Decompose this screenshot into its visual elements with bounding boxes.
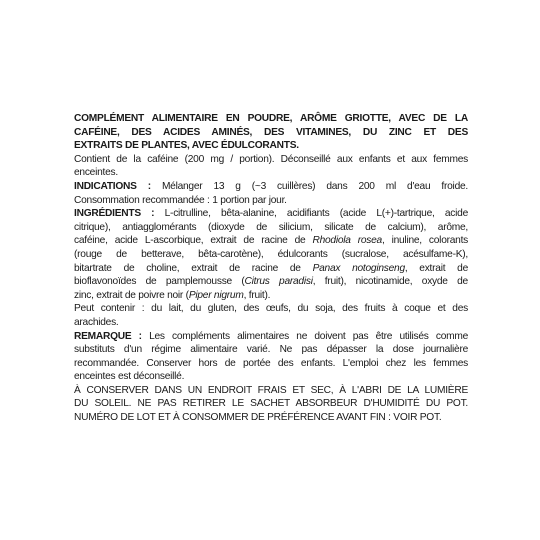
ingredients-section: INGRÉDIENTS : L-citrulline, bêta-alanine, acidifiants (acide L(+)-tartrique, acide citrique), antiagglomérants (dioxyde de silicium, silicate de calcium), arôme, caféine, acide L-ascorbique, extrait de racine de Rhodiola rosea, inuline, colorants (rouge de betterave, bêta-carotène), édulcorants (sucralose, acésulfame-K), bitartrate de choline, extrait de racine de Panax notoginseng, extrait de bioflavonoïdes de pamplemousse (Citrus paradisi, fruit), nicotinamide, oxyde de zinc, extrait de poivre noir (Piper nigrum, fruit). bbox=[74, 208, 469, 301]
indications-label: INDICATIONS : bbox=[74, 180, 151, 192]
product-label-text bbox=[74, 112, 468, 425]
ingredients-label: INGRÉDIENTS : bbox=[74, 208, 155, 220]
storage-instructions: À CONSERVER DANS UN ENDROIT FRAIS ET SEC, À L'ABRI DE LA LUMIÈRE DU SOLEIL. NE PAS RETIRER LE SACHET ABSORBEUR D'HUMIDITÉ DU POT. NUMÉRO DE LOT ET À CONSOMMER DE PRÉFÉRENCE AVANT FIN : VOIR POT. bbox=[74, 384, 468, 424]
remarque-label: REMARQUE : bbox=[74, 330, 142, 342]
allergens-notice: Peut contenir : du lait, du gluten, des œufs, du soja, des fruits à coque et des arachides. bbox=[74, 303, 468, 328]
caffeine-warning: Contient de la caféine (200 mg / portion). Déconseillé aux enfants et aux femmes enceintes. bbox=[74, 153, 468, 179]
recommended-consumption: Consommation recommandée : 1 portion par jour. bbox=[74, 194, 287, 206]
remarque-section: REMARQUE : Les compléments alimentaires ne doivent pas être utilisés comme substituts d'un régime alimentaire varié. Ne pas dépasser la dose journalière recommandée. Conserver hors de portée des enfants. L'emploi chez les femmes enceintes est déconseillé. bbox=[74, 330, 468, 383]
product-description-heading: COMPLÉMENT ALIMENTAIRE EN POUDRE, ARÔME GRIOTTE, AVEC DE LA CAFÉINE, DES ACIDES AMINÉS, DES VITAMINES, DU ZINC ET DES EXTRAITS DE PLANTES, AVEC ÉDULCORANTS. bbox=[74, 113, 468, 152]
indications-section bbox=[74, 180, 468, 207]
indications-text: Mélanger 13 g (~3 cuillères) dans 200 ml d'eau froide. bbox=[161, 180, 468, 192]
